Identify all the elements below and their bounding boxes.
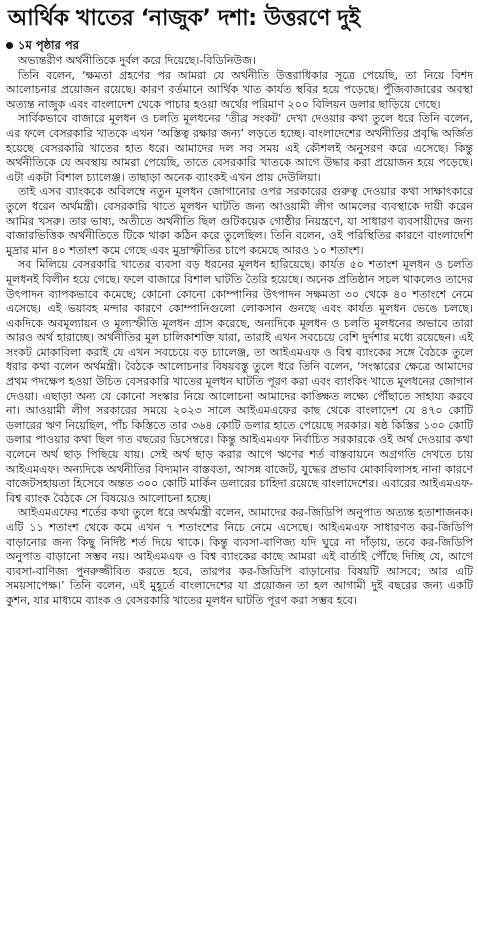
article-body — [6, 54, 473, 609]
paragraph-4: তাই এসব ব্যাংককে অবিলম্বে নতুন মূলধন জোগানোর ওপর সরকারের গুরুত্ব দেওয়ার কথা সাক্ষাৎকারে তুলে ধরেন অর্থমন্ত্রী। বেসরকারি খাতে মূলধন ঘাটতি জন্য আওয়ামী লীগ আমলের ব্যবস্থাকে দায়ী করেন আমির খসরু। তার ভাষ্য, অতীতে অর্থনীতি ছিল গুটিকয়েক গোষ্ঠীর নিয়ন্ত্রণে, যা সাধারণ ব্যবসায়ীদের জন্য বাজারভিত্তিক অর্থনীতিতে টিকে থাকা কঠিন করে তুলেছিল। তিনি বলেন, ওই পরিস্থিতির কারণে বাংলাদেশি মুদ্রার মান ৪০ শতাংশ কমে গেছে এবং মুদ্রাস্ফীতির চাপে কমেছে আরও ১০ শতাংশ। — [6, 185, 473, 257]
paragraph-2: তিনি বলেন, ‘ক্ষমতা গ্রহণের পর আমরা যে অর্থনীতি উত্তরাধিকার সূত্রে পেয়েছি, তা নিয়ে বিশদ আলোচনার প্রয়োজন রয়েছে। কারণ বর্তমানে আর্থিক খাত কার্যত স্থবির হয়ে পড়েছে। পুঁজিবাজারের অবস্থা অত্যন্ত নাজুক এবং বাংলাদেশ থেকে পাচার হওয়া অর্থের পরিমাণ ২০০ বিলিয়ন ডলার ছাড়িয়ে গেছে। — [6, 68, 473, 111]
paragraph-5: সব মিলিয়ে বেসরকারি খাতের ব্যবসা বড় ধরনের মূলধন হারিয়েছে। কার্যত ৫০ শতাংশ মূলধন ও চলতি মূলধনই বিলীন হয়ে গেছে। ফলে বাজারে বিশাল ঘাটতি তৈরি হয়েছে। অনেক প্রতিষ্ঠান সচল থাকলেও তাদের উৎপাদন ব্যাপকভাবে কমেছে; কোনো কোনো কোম্পানির উৎপাদন সক্ষমতা ৩০ থেকে ৪০ শতাংশে নেমে এসেছে। এই ভয়াবহ মন্দার কারণে কোম্পানিগুলো লোকসান গুনছে এবং কার্যত মূলধন ভেঙে চলছে। একদিকে অবমূল্যায়ন ও মূল্যস্ফীতি মূলধন গ্রাস করেছে, অন্যদিকে মূলধন ও চলতি মূলধনের অভাবে তারা আরও অর্থ হারাচ্ছে। অর্থনীতির মূল চালিকাশক্তি যারা, তারাই এখন সবচেয়ে বেশি দুর্দশার মধ্যে রয়েছেন। এই সংকট মোকাবিলা করাই যে এখন সবচেয়ে বড় চ্যালেঞ্জ, তা আইএমএফ ও বিশ্ব ব্যাংকের সঙ্গে বৈঠকে তুলে ধরার কথা বলেন অর্থমন্ত্রী। বৈঠকে আলোচনার বিষয়বস্তু তুলে ধরে তিনি বলেন, ‘সংস্কারের ক্ষেত্রে আমাদের প্রথম পদক্ষেপ হওয়া উচিত বেসরকারি খাতের মূলধন ঘাটতি পূরণ করা এবং ব্যাংকিং খাতে মূলধনের জোগান দেওয়া। এছাড়া অন্য যে কোনো সংস্কার নিয়ে আলোচনা আমাদের কাঙ্ক্ষিত লক্ষ্যে পৌঁছাতে সাহায্য করবে না। আওয়ামী লীগ সরকারের সময়ে ২০২৩ সালে আইএমএফের কাছ থেকে বাংলাদেশ যে ৪৭০ কোটি ডলারের ঋণ নিয়েছিল, পাঁচ কিস্তিতে তার ৩৬৪ কোটি ডলার হাতে পেয়েছে সরকার। ষষ্ঠ কিস্তির ১৩০ কোটি ডলার পাওয়ার কথা ছিল গত বছরের ডিসেম্বরে। কিন্তু আইএমএফ নির্বাচিত সরকারকে ওই অর্থ দেওয়ার কথা বলেনে অর্থ ছাড় পিছিয়ে যায়। সেই অর্থ ছাড় করার আগে ঋণের শর্ত বাস্তবায়নে অগ্রগতি দেখতে চায় আইএমএফ। অন্যদিকে অর্থনীতির বিদ্যমান বাস্তবতা, আসন্ন বাজেট, যুদ্ধের প্রভাব মোকাবিলাসহ নানা কারণে বাজেটসহায়তা হিসেবে অন্তত ৩০০ কোটি মার্কিন ডলারের চাহিদা রয়েছে বাংলাদেশের। এবারের আইএমএফ-বিশ্ব ব্যাংক বৈঠকে সে বিষয়েও আলোচনা হচ্ছে। — [6, 258, 473, 505]
paragraph-3: সার্বিকভাবে বাজারে মূলধন ও চলতি মূলধনের ‘তীব্র সংকট’ দেখা দেওয়ার কথা তুলে ধরে তিনি বলেন, এর ফলে বেসরকারি খাতকে এখন ‘অস্তিত্ব রক্ষার জন্য’ লড়তে হচ্ছে। বাংলাদেশের অর্থনীতির প্রবৃদ্ধি অর্জিত হয়েছে বেসরকারি খাতের হাত ধরে। আমাদের দল সব সময় এই কৌশলই অনুসরণ করে এসেছে। কিন্তু অর্থনীতিকে যে অবস্থায় আমরা পেয়েছি, তাতে বেসরকারি খাতকে আগে উদ্ধার করা প্রয়োজন হয়ে পড়েছে। এটা একটা বিশাল চ্যালেঞ্জ। তাছাড়া অনেক ব্যাংকই এখন প্রায় দেউলিয়া। — [6, 112, 473, 184]
headline: আর্থিক খাতের ‘নাজুক’ দশা: উত্তরণে দুই — [8, 6, 360, 31]
bullet-icon — [6, 42, 13, 49]
continuation-line — [6, 38, 473, 52]
paragraph-6: আইএমএফের শর্তের কথা তুলে ধরে অর্থমন্ত্রী বলেন, আমাদের কর-জিডিপি অনুপাত অত্যন্ত হতাশাজনক। এটি ১১ শতাংশ থেকে কমে এখন ৭ শতাংশের নিচে নেমে এসেছে। আইএমএফ সাধারণত কর-জিডিপি বাড়ানোর জন্য কিছু নির্দিষ্ট শর্ত দিয়ে থাকে। কিন্তু ব্যবসা-বাণিজ্য যদি ঘুরে না দাঁড়ায়, তবে কর-জিডিপি অনুপাত বাড়ানো সম্ভব নয়। আইএমএফ ও বিশ্ব ব্যাংকের কাছে আমরা এই বার্তাই পৌঁছে দিচ্ছি যে, আগে ব্যবসা-বাণিজ্য পুনরুজ্জীবিত করতে হবে, তারপর কর-জিডিপি বাড়ানোর বিষয়টি আসবে; আর এটি সময়সাপেক্ষ।’ তিনি বলেন, এই মুহূর্তে বাংলাদেশের যা প্রয়োজন তা হল আগামী দুই বছরের জন্য একটি কুশন, যার মাধ্যমে ব্যাংক ও বেসরকারি খাতের মূলধন ঘাটতি পূরণ করা সম্ভব হবে। — [6, 506, 473, 607]
paragraph-1: অভ্যন্তরীণ অর্থনীতিকে দুর্বল করে দিয়েছে।-বিডিনিউজ। — [18, 54, 256, 67]
continuation-label: ১ম পৃষ্ঠার পর — [18, 38, 79, 52]
